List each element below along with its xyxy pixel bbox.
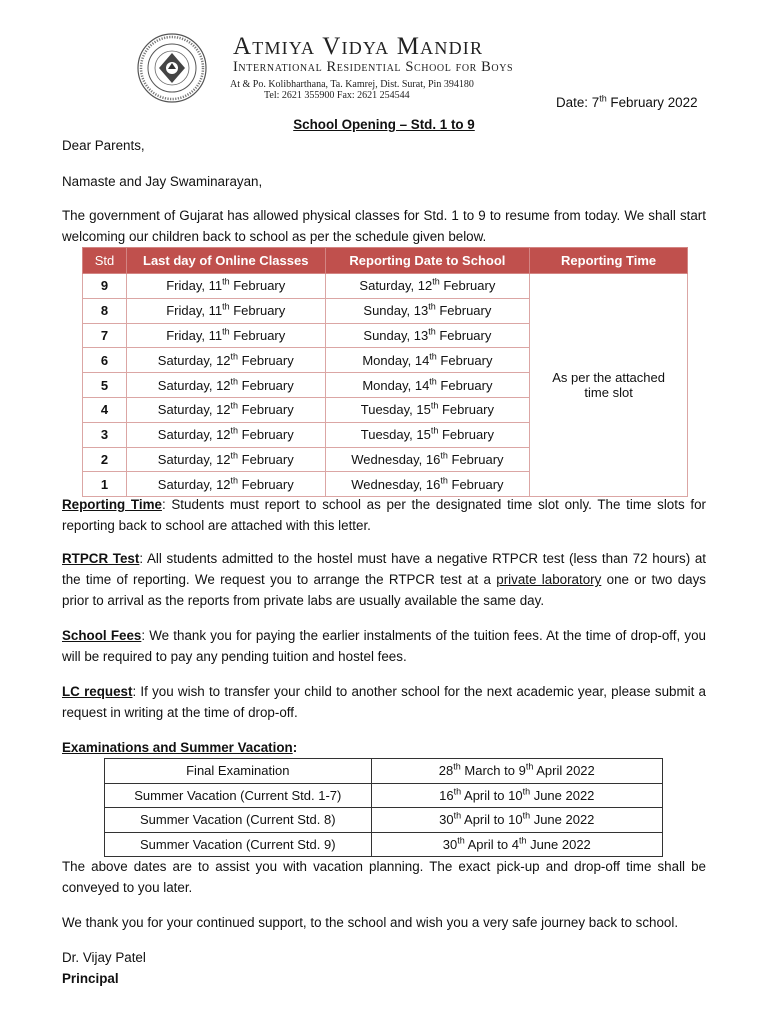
std-cell: 4 (83, 397, 127, 422)
std-cell: 7 (83, 323, 127, 348)
table-row (83, 274, 688, 299)
reporting-date-cell: Monday, 14th February (325, 348, 530, 373)
lc-request-label: LC request (62, 684, 133, 699)
letter-subject: School Opening – Std. 1 to 9 (293, 117, 475, 132)
signature-name: Dr. Vijay Patel (62, 950, 146, 965)
exams-heading: Examinations and Summer Vacation: (62, 740, 298, 755)
rtpcr-label: RTPCR Test (62, 551, 140, 566)
std-cell: 8 (83, 298, 127, 323)
thanks-paragraph: We thank you for your continued support, to the school and wish you a very safe journey back to school. (62, 915, 679, 930)
rtpcr-paragraph: RTPCR Test: All students admitted to the hostel must have a negative RTPCR test (less than 72 hours) at the time of reporting. We request you to arrange the RTPCR test at a private laboratory one or two days prior to arrival as the reports from private labs are usually available the same day. (62, 551, 707, 608)
exam-date-cell: 16th April to 10th June 2022 (371, 783, 662, 808)
column-header-last-day: Last day of Online Classes (126, 248, 325, 274)
reporting-time-cell: As per the attached time slot (530, 274, 688, 497)
table-row (105, 832, 663, 857)
exam-event-cell: Summer Vacation (Current Std. 1-7) (105, 783, 372, 808)
exam-date-cell: 30th April to 4th June 2022 (371, 832, 662, 857)
greeting: Namaste and Jay Swaminarayan, (62, 174, 263, 189)
school-contact: Tel: 2621 355900 Fax: 2621 254544 (264, 90, 410, 101)
column-header-reporting-date: Reporting Date to School (325, 248, 530, 274)
reporting-date-cell: Sunday, 13th February (325, 298, 530, 323)
signature-title: Principal (62, 971, 119, 986)
last-day-cell: Friday, 11th February (126, 323, 325, 348)
table-row (105, 759, 663, 784)
letter-date: Date: 7th February 2022 (556, 93, 698, 110)
exam-event-cell: Summer Vacation (Current Std. 8) (105, 808, 372, 833)
private-laboratory-text: private laboratory (496, 572, 602, 587)
exam-vacation-table (104, 758, 663, 857)
last-day-cell: Friday, 11th February (126, 298, 325, 323)
last-day-cell: Saturday, 12th February (126, 373, 325, 398)
reporting-date-cell: Sunday, 13th February (325, 323, 530, 348)
reporting-date-cell: Wednesday, 16th February (325, 472, 530, 497)
reporting-time-paragraph: Reporting Time: Students must report to school as per the designated time slot only. The time slots for reporting back to school are attached with this letter. (62, 497, 706, 533)
school-fees-paragraph: School Fees: We thank you for paying the earlier instalments of the tuition fees. At the time of drop-off, you will be required to pay any pending tuition and hostel fees. (62, 628, 706, 664)
school-logo-seal (136, 32, 208, 104)
school-address: At & Po. Kolibharthana, Ta. Kamrej, Dist. Surat, Pin 394180 (230, 79, 474, 90)
vacation-note: The above dates are to assist you with vacation planning. The exact pick-up and drop-off time shall be conveyed to you later. (62, 859, 706, 895)
salutation: Dear Parents, (62, 138, 145, 153)
reporting-date-cell: Wednesday, 16th February (325, 447, 530, 472)
std-cell: 2 (83, 447, 127, 472)
column-header-std: Std (83, 248, 127, 274)
last-day-cell: Saturday, 12th February (126, 348, 325, 373)
last-day-cell: Saturday, 12th February (126, 472, 325, 497)
std-cell: 9 (83, 274, 127, 299)
last-day-cell: Friday, 11th February (126, 274, 325, 299)
reporting-date-cell: Tuesday, 15th February (325, 422, 530, 447)
exam-event-cell: Final Examination (105, 759, 372, 784)
last-day-cell: Saturday, 12th February (126, 447, 325, 472)
reporting-schedule-table (82, 247, 688, 497)
school-name: Atmiya Vidya Mandir (233, 33, 484, 60)
table-row (105, 783, 663, 808)
std-cell: 1 (83, 472, 127, 497)
school-subtitle: International Residential School for Boys (233, 59, 514, 75)
exam-date-cell: 30th April to 10th June 2022 (371, 808, 662, 833)
std-cell: 6 (83, 348, 127, 373)
table-header-row (83, 248, 688, 274)
reporting-time-label: Reporting Time (62, 497, 162, 512)
lc-request-paragraph: LC request: If you wish to transfer your child to another school for the next academic year, please submit a request in writing at the time of drop-off. (62, 684, 706, 720)
intro-paragraph: The government of Gujarat has allowed physical classes for Std. 1 to 9 to resume from today. We shall start welcoming our children back to school as per the schedule given below. (62, 208, 706, 244)
reporting-date-cell: Saturday, 12th February (325, 274, 530, 299)
std-cell: 3 (83, 422, 127, 447)
exam-date-cell: 28th March to 9th April 2022 (371, 759, 662, 784)
last-day-cell: Saturday, 12th February (126, 422, 325, 447)
last-day-cell: Saturday, 12th February (126, 397, 325, 422)
reporting-date-cell: Tuesday, 15th February (325, 397, 530, 422)
table-row (105, 808, 663, 833)
reporting-date-cell: Monday, 14th February (325, 373, 530, 398)
column-header-reporting-time: Reporting Time (530, 248, 688, 274)
school-fees-label: School Fees (62, 628, 142, 643)
std-cell: 5 (83, 373, 127, 398)
exam-event-cell: Summer Vacation (Current Std. 9) (105, 832, 372, 857)
